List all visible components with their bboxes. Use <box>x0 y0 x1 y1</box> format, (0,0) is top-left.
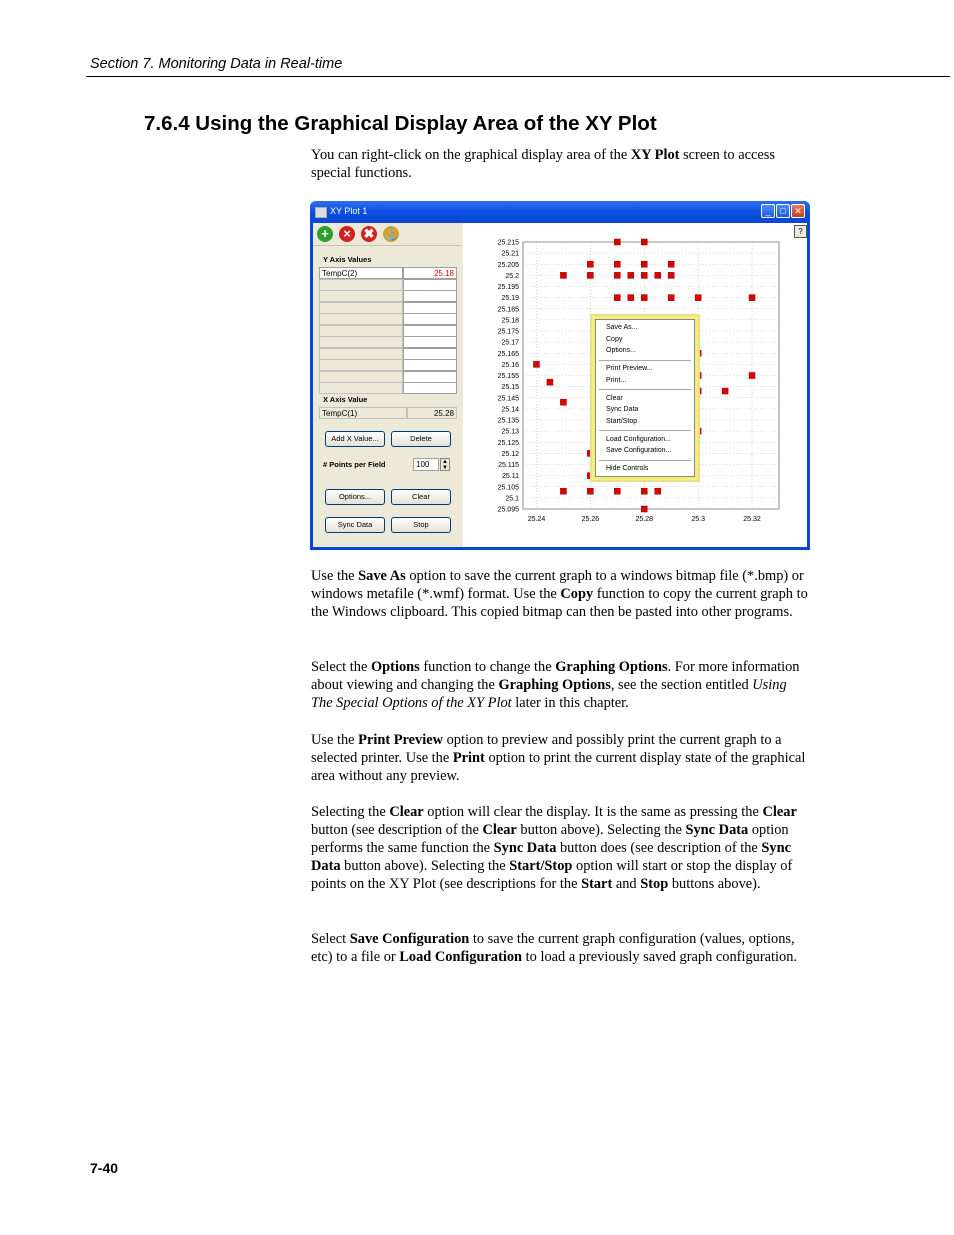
data-point <box>749 295 755 301</box>
bold-term: Save Configuration <box>349 931 470 947</box>
y-field-empty-value <box>403 371 457 383</box>
text-run: to save the current graph configuration (values, options, etc) to a file or <box>311 931 795 965</box>
menu-item-print[interactable]: Print... <box>606 376 627 384</box>
y-tick-label: 25.2 <box>505 272 519 280</box>
body-paragraph <box>311 731 811 785</box>
y-field-empty-name[interactable] <box>319 313 403 325</box>
y-axis-group-label: Y Axis Values <box>323 255 372 264</box>
section-heading: 7.6.4 Using the Graphical Display Area of the XY Plot <box>144 112 657 135</box>
data-point <box>668 261 674 267</box>
body-paragraph <box>311 567 811 621</box>
x-tick-label: 25.3 <box>691 516 705 523</box>
points-per-field-label: # Points per Field <box>323 460 386 469</box>
options-button[interactable]: Options... <box>325 489 385 505</box>
text-run: button (see description of the <box>311 822 483 838</box>
body-paragraph <box>311 803 811 893</box>
window-titlebar <box>310 201 810 223</box>
bold-term: Graphing Options <box>555 659 668 675</box>
y-tick-label: 25.16 <box>501 361 519 369</box>
bold-term: Sync Data <box>685 822 749 838</box>
data-point <box>560 488 566 494</box>
minimize-button[interactable]: _ <box>761 204 775 218</box>
data-point <box>587 473 593 479</box>
y-field-empty-value <box>403 279 457 291</box>
data-point <box>695 350 701 356</box>
italic-reference: Using The Special Options of the XY Plot <box>311 677 787 711</box>
x-field-name[interactable]: TempC(1) <box>319 407 407 419</box>
y-field-name[interactable]: TempC(2) <box>319 267 403 279</box>
menu-item-start-stop[interactable]: Start/Stop <box>606 417 638 425</box>
y-tick-label: 25.18 <box>501 317 519 325</box>
pin-icon[interactable]: ⚓ <box>383 226 400 241</box>
y-tick-label: 25.105 <box>497 484 519 492</box>
bold-term: Graphing Options <box>498 677 611 693</box>
y-tick-label: 25.21 <box>501 250 519 258</box>
y-tick-label: 25.15 <box>501 384 519 392</box>
y-tick-label: 25.1 <box>505 495 519 503</box>
stop-button[interactable]: Stop <box>391 517 451 533</box>
data-point <box>587 261 593 267</box>
add-x-value-button[interactable]: Add X Value... <box>325 431 385 447</box>
bold-term: Print Preview <box>358 732 444 748</box>
text-run: buttons above). <box>668 876 761 892</box>
data-point <box>695 373 701 379</box>
data-point <box>560 272 566 278</box>
data-point <box>695 428 701 434</box>
data-point <box>614 488 620 494</box>
data-point <box>722 388 728 394</box>
text-run: option to print the current display state of the graphical area without any preview. <box>311 750 806 784</box>
running-header: Section 7. Monitoring Data in Real-time <box>90 56 343 72</box>
y-field-empty-name[interactable] <box>319 359 403 371</box>
bold-term: Sync Data <box>311 840 792 874</box>
clear-button[interactable]: Clear <box>391 489 451 505</box>
menu-item-load-config[interactable]: Load Configuration... <box>606 435 671 443</box>
text-run: Select <box>311 931 350 947</box>
menu-item-hide-controls[interactable]: Hide Controls <box>606 465 649 472</box>
intro-paragraph: You can right-click on the graphical display area of the XY Plot screen to access special functions. <box>311 147 775 181</box>
data-point <box>641 239 647 245</box>
y-tick-label: 25.115 <box>498 462 519 469</box>
y-field-value: 25.18 <box>403 267 457 279</box>
y-tick-label: 25.125 <box>497 439 519 447</box>
x-tick-label: 25.24 <box>527 516 546 523</box>
data-point <box>749 373 755 379</box>
context-menu <box>595 319 695 477</box>
y-tick-label: 25.19 <box>501 295 519 303</box>
text-run: function to copy the current graph to the Windows clipboard. This copied bitmap can then be pasted into other programs. <box>311 586 808 620</box>
x-tick-label: 25.32 <box>743 516 761 523</box>
data-point <box>641 488 647 494</box>
y-tick-label: 25.185 <box>497 306 519 314</box>
menu-item-copy[interactable]: Copy <box>606 335 623 343</box>
text-run: option to save the current graph to a windows bitmap file (*.bmp) or windows metafile (*.wmf) format. Use the <box>311 568 804 602</box>
text-run: Selecting the <box>311 804 390 820</box>
y-field-empty-name[interactable] <box>319 279 403 291</box>
window-title: XY Plot 1 <box>330 206 368 216</box>
y-field-empty-name[interactable] <box>319 290 403 302</box>
data-point <box>587 272 593 278</box>
page-number: 7-40 <box>90 1160 119 1176</box>
y-tick-label: 25.11 <box>502 473 519 481</box>
y-field-empty-name[interactable] <box>319 336 403 348</box>
y-tick-label: 25.12 <box>501 450 519 458</box>
data-point <box>641 272 647 278</box>
y-tick-label: 25.14 <box>501 406 519 414</box>
remove-icon[interactable]: × <box>339 226 355 242</box>
x-field-value: 25.28 <box>407 407 457 419</box>
data-point <box>695 388 701 394</box>
text-run: to load a previously saved graph configuration. <box>522 949 798 965</box>
body-paragraph <box>311 658 811 712</box>
y-field-empty-value <box>403 382 457 394</box>
text-run: Use the <box>311 732 359 748</box>
data-point <box>560 399 566 405</box>
data-point <box>614 272 620 278</box>
text-run: button does (see description of the <box>556 840 762 856</box>
data-point <box>614 239 620 245</box>
sync-data-button[interactable]: Sync Data <box>325 517 385 533</box>
y-tick-label: 25.215 <box>497 239 519 247</box>
text-run: , see the section entitled <box>610 677 753 693</box>
bold-term: Copy <box>560 586 594 602</box>
bold-term: Stop <box>640 876 669 892</box>
xy-plot-window <box>310 201 810 550</box>
y-tick-label: 25.095 <box>497 506 519 514</box>
bold-term: Start <box>581 876 613 892</box>
data-point <box>628 295 634 301</box>
y-field-empty-value <box>403 336 457 348</box>
body-paragraph <box>311 930 811 966</box>
y-tick-label: 25.205 <box>497 261 519 269</box>
y-tick-label: 25.13 <box>501 428 519 436</box>
controls-panel <box>317 247 459 541</box>
menu-separator <box>599 360 691 361</box>
text-run: option will start or stop the display of points on the XY Plot (see descriptions for the <box>311 858 793 892</box>
y-field-empty-value <box>403 290 457 302</box>
data-point <box>668 272 674 278</box>
y-tick-label: 25.135 <box>497 417 519 425</box>
y-field-empty-name[interactable] <box>319 371 403 383</box>
y-tick-label: 25.17 <box>501 339 519 347</box>
menu-item-sync-data[interactable]: Sync Data <box>606 406 639 413</box>
bold-term: Start/Stop <box>509 858 573 874</box>
y-field-empty-name[interactable] <box>319 302 403 314</box>
text-run: . For more information about viewing and changing the <box>311 659 800 693</box>
data-point <box>641 506 647 512</box>
y-field-empty-value <box>403 325 457 337</box>
y-field-empty-value <box>403 359 457 371</box>
text-run: option to preview and possibly print the current graph to a selected printer. Use the <box>311 732 782 766</box>
x-tick-label: 25.28 <box>635 516 654 523</box>
menu-separator <box>599 389 691 390</box>
y-field-empty-name[interactable] <box>319 348 403 360</box>
data-point <box>655 272 661 278</box>
data-point <box>695 295 701 301</box>
bold-term: Clear <box>389 804 424 820</box>
text-run: option will clear the display. It is the same as pressing the <box>423 804 763 820</box>
x-tick-label: 25.26 <box>581 516 600 523</box>
bold-term: Sync Data <box>493 840 557 856</box>
text-run: option performs the same function the <box>311 822 789 856</box>
data-point <box>655 488 661 494</box>
close-button[interactable]: ✕ <box>791 204 805 218</box>
data-point <box>614 295 620 301</box>
maximize-button[interactable]: □ <box>776 204 790 218</box>
menu-item-save-config[interactable]: Save Configuration... <box>606 447 672 454</box>
menu-separator <box>599 430 691 431</box>
y-tick-label: 25.145 <box>497 395 519 403</box>
y-field-empty-value <box>403 302 457 314</box>
bold-term: Save As <box>358 568 406 584</box>
data-point <box>641 295 647 301</box>
data-point <box>668 295 674 301</box>
text-run: Use the <box>311 568 359 584</box>
y-tick-label: 25.195 <box>497 284 519 291</box>
menu-item-clear[interactable]: Clear <box>606 394 623 402</box>
remove-all-icon[interactable]: ✖ <box>361 226 377 242</box>
data-point <box>641 261 647 267</box>
menu-item-options[interactable]: Options... <box>606 347 636 354</box>
help-icon[interactable]: ? <box>794 225 807 238</box>
add-icon[interactable]: + <box>317 226 333 242</box>
data-point <box>547 379 553 385</box>
y-tick-label: 25.165 <box>497 350 519 358</box>
text-run: Select the <box>311 659 371 675</box>
bold-term: Options <box>370 659 420 675</box>
window-client <box>313 223 807 547</box>
y-tick-label: 25.155 <box>497 373 519 380</box>
y-field-empty-value <box>403 313 457 325</box>
menu-item-save-as[interactable]: Save As... <box>606 324 638 331</box>
toolbar <box>313 223 461 246</box>
y-field-empty-name[interactable] <box>319 382 403 394</box>
data-point <box>628 272 634 278</box>
bold-term: Print <box>452 750 485 766</box>
text-run: and <box>612 876 641 892</box>
text-run: later in this chapter. <box>511 695 629 711</box>
text-run: function to change the <box>419 659 556 675</box>
bold-term: Load Configuration <box>399 949 523 965</box>
data-point <box>533 361 539 367</box>
data-point <box>587 450 593 456</box>
text-run: button above). Selecting the <box>516 822 686 838</box>
points-spinner[interactable]: ▲ ▼ <box>440 458 450 471</box>
menu-separator <box>599 460 691 461</box>
y-field-empty-value <box>403 348 457 360</box>
menu-item-print-preview[interactable]: Print Preview... <box>606 365 653 372</box>
text-run: button above). Selecting the <box>340 858 510 874</box>
window-app-icon <box>315 207 327 218</box>
x-axis-group-label: X Axis Value <box>323 395 368 404</box>
points-per-field-input[interactable]: 100 <box>413 458 439 471</box>
y-tick-label: 25.175 <box>497 328 519 336</box>
bold-term: Clear <box>482 822 517 838</box>
data-point <box>614 261 620 267</box>
bold-term: Clear <box>762 804 797 820</box>
y-field-empty-name[interactable] <box>319 325 403 337</box>
delete-button[interactable]: Delete <box>391 431 451 447</box>
data-point <box>587 488 593 494</box>
header-rule <box>86 76 950 77</box>
